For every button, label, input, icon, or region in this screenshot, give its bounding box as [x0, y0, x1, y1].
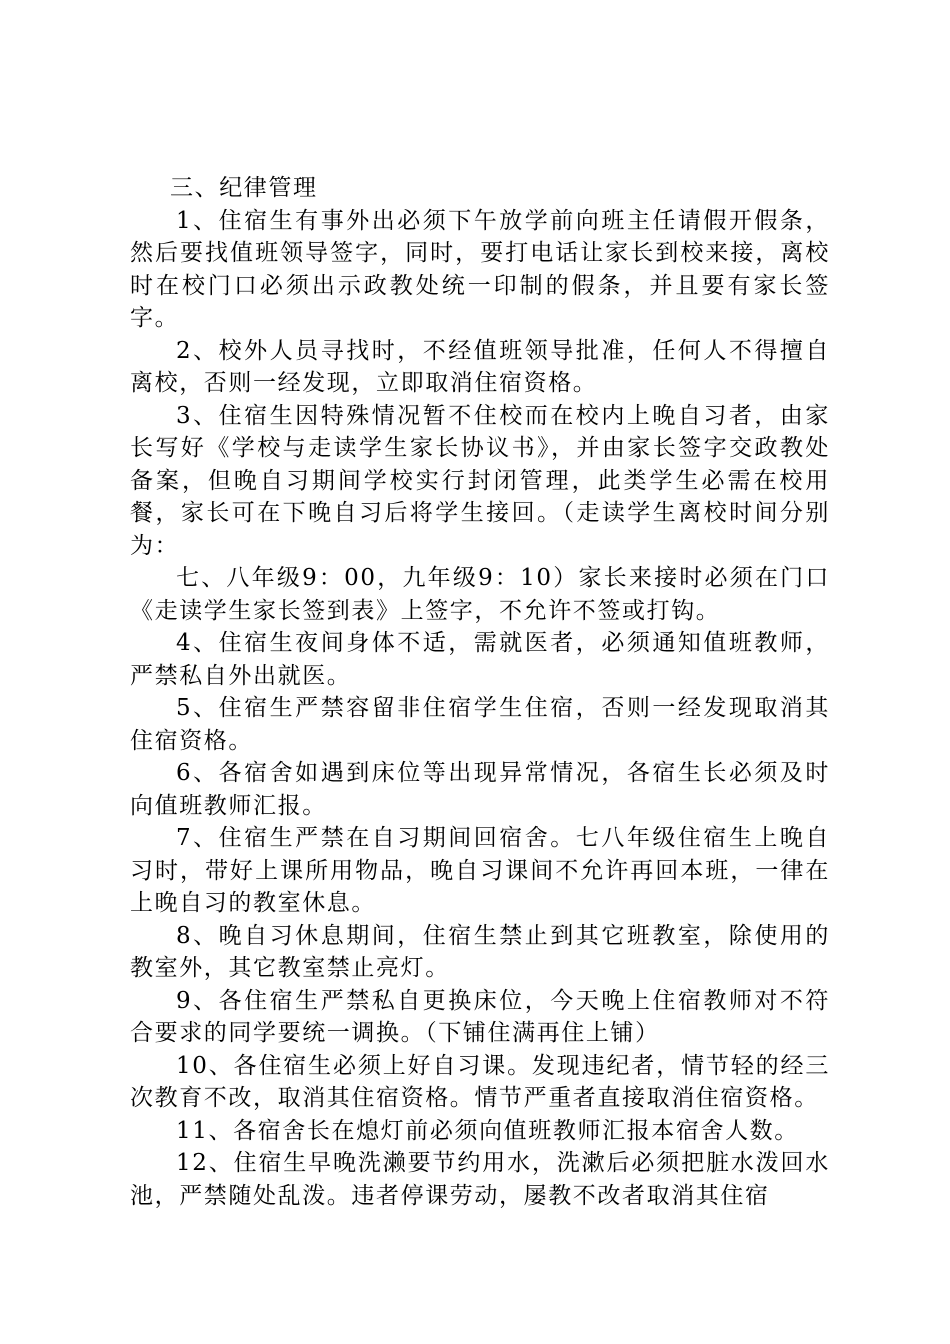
paragraph-6: 6、各宿舍如遇到床位等出现异常情况，各宿生长必须及时向值班教师汇报。 [130, 760, 830, 819]
paragraph-8: 8、晚自习休息期间，住宿生禁止到其它班教室，除使用的教室外，其它教室禁止亮灯。 [130, 922, 830, 981]
paragraph-5: 5、住宿生严禁容留非住宿学生住宿，否则一经发现取消其住宿资格。 [130, 695, 830, 754]
paragraph-3-continued: 七、八年级9：00，九年级9：10）家长来接时必须在门口《走读学生家长签到表》上签字，不允许不签或打钩。 [130, 565, 830, 624]
paragraph-4: 4、住宿生夜间身体不适，需就医者，必须通知值班教师，严禁私自外出就医。 [130, 630, 830, 689]
section-title: 三、纪律管理 [170, 175, 318, 201]
paragraph-7: 7、住宿生严禁在自习期间回宿舍。七八年级住宿生上晚自习时，带好上课所用物品，晚自习课间不允许再回本班，一律在上晚自习的教室休息。 [130, 825, 830, 916]
paragraph-9: 9、各住宿生严禁私自更换床位，今天晚上住宿教师对不符合要求的同学要统一调换。（下铺住满再住上铺） [130, 987, 830, 1046]
paragraph-3: 3、住宿生因特殊情况暂不住校而在校内上晚自习者，由家长写好《学校与走读学生家长协议书》，并由家长签字交政教处备案，但晚自习期间学校实行封闭管理，此类学生必需在校用餐，家长可在下晚自习后将学生接回。（走读学生离校时间分别为： [130, 402, 830, 559]
paragraph-10: 10、各住宿生必须上好自习课。发现违纪者，情节轻的经三次教育不改，取消其住宿资格。情节严重者直接取消住宿资格。 [130, 1052, 830, 1111]
paragraph-1: 1、住宿生有事外出必须下午放学前向班主任请假开假条，然后要找值班领导签字，同时，要打电话让家长到校来接，离校时在校门口必须出示政教处统一印制的假条，并且要有家长签字。 [130, 207, 830, 331]
paragraph-11: 11、各宿舍长在熄灯前必须向值班教师汇报本宿舍人数。 [176, 1117, 799, 1144]
document-page [130, 172, 830, 1212]
paragraph-2: 2、校外人员寻找时，不经值班领导批准，任何人不得擅自离校，否则一经发现，立即取消住宿资格。 [130, 337, 830, 396]
paragraph-12: 12、住宿生早晚洗濑要节约用水，洗漱后必须把脏水泼回水池，严禁随处乱泼。违者停课劳动，屡教不改者取消其住宿 [130, 1150, 830, 1209]
